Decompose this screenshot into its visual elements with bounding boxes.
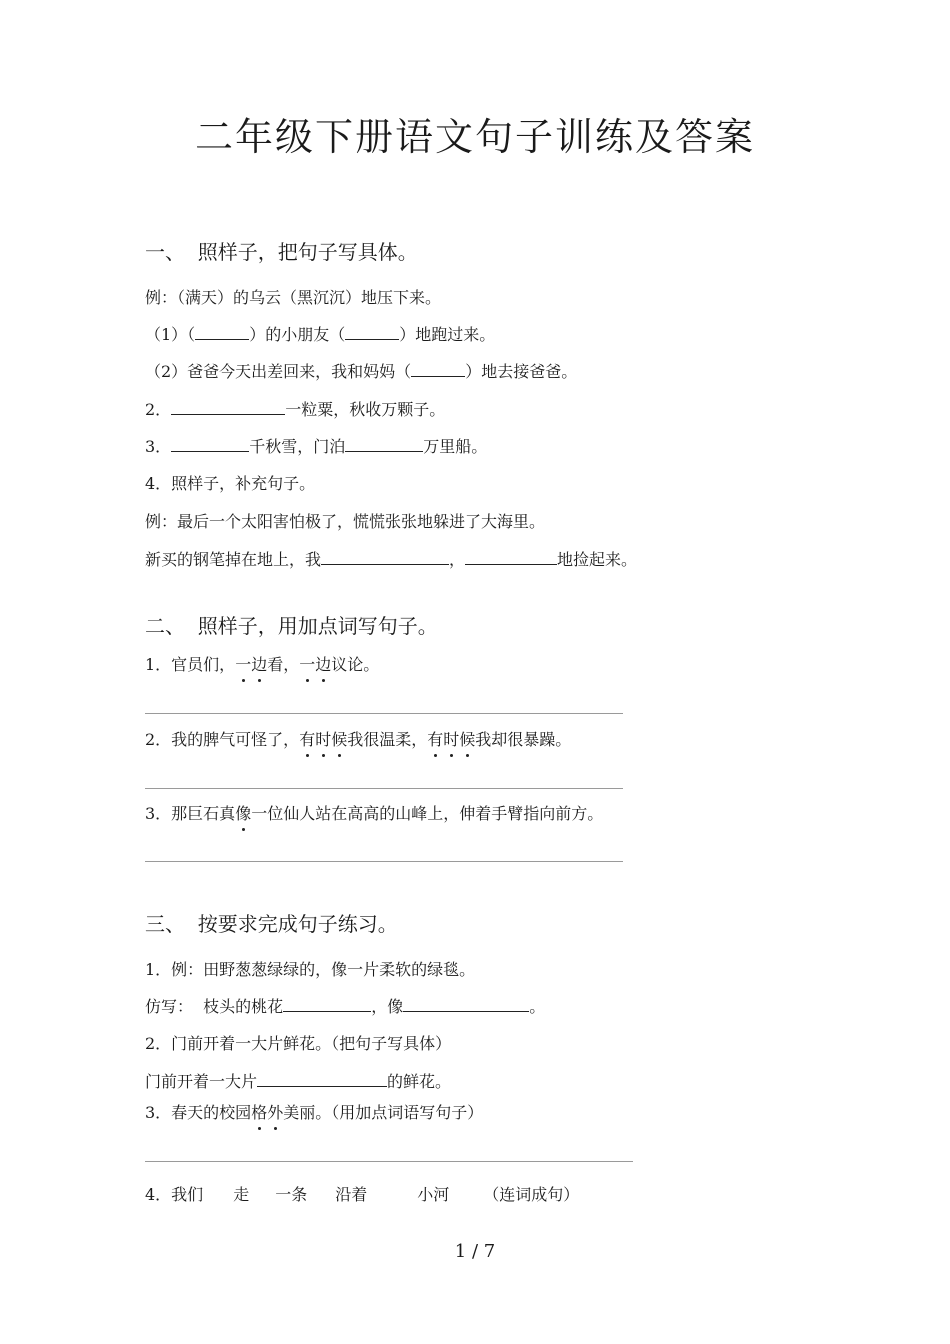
s2-q2: 2．我的脾气可怪了，有时候我很温柔，有时候我却很暴躁。 <box>145 730 572 749</box>
s1-q3: 3． 千秋雪，门泊 万里船。 <box>145 437 488 456</box>
s3-q3: 3．春天的校园格外美丽。（用加点词语写句子） <box>145 1103 484 1122</box>
s1-q4-sentence: 新买的钢笔掉在地上，我 ， 地捡起来。 <box>145 550 638 569</box>
s3-q2-fill: 门前开着一大片 的鲜花。 <box>145 1072 452 1091</box>
section-2-heading: 二、 照样子，用加点词写句子。 <box>145 614 438 638</box>
s2-q1: 1．官员们，一边看，一边议论。 <box>145 655 380 674</box>
answer-blank[interactable] <box>283 996 371 1012</box>
section-1-heading: 一、 照样子，把句子写具体。 <box>145 240 418 264</box>
answer-blank[interactable] <box>345 324 399 340</box>
answer-line[interactable] <box>145 788 623 789</box>
answer-blank[interactable] <box>171 399 285 415</box>
s3-q2: 2．门前开着一大片鲜花。（把句子写具体） <box>145 1034 452 1053</box>
s1-q4-example: 例：最后一个太阳害怕极了，慌慌张张地躲进了大海里。 <box>145 512 546 531</box>
answer-blank[interactable] <box>171 436 249 452</box>
s1-q1b: （2）爸爸今天出差回来，我和妈妈（ ）地去接爸爸。 <box>145 362 578 381</box>
answer-line[interactable] <box>145 713 623 714</box>
s3-q1-imitation: 仿写： 枝头的桃花 ，像 。 <box>145 997 546 1016</box>
s1-q4: 4．照样子，补充句子。 <box>145 474 316 493</box>
page-number: 1 / 7 <box>454 1241 496 1262</box>
answer-blank[interactable] <box>345 436 423 452</box>
answer-blank[interactable] <box>465 549 557 565</box>
answer-blank[interactable] <box>321 549 449 565</box>
answer-blank[interactable] <box>195 324 249 340</box>
answer-line[interactable] <box>145 1161 633 1162</box>
section-3-heading: 三、 按要求完成句子练习。 <box>145 912 398 936</box>
page-title: 二年级下册语文句子训练及答案 <box>194 115 755 159</box>
answer-blank[interactable] <box>257 1071 387 1087</box>
s3-q1: 1．例：田野葱葱绿绿的，像一片柔软的绿毯。 <box>145 960 476 979</box>
answer-blank[interactable] <box>411 361 465 377</box>
s1-example: 例：（满天）的乌云（黑沉沉）地压下来。 <box>145 288 442 307</box>
answer-blank[interactable] <box>403 996 529 1012</box>
s3-q4: 4．我们 走 一条 沿着 小河 （连词成句） <box>145 1185 580 1204</box>
s1-q1a: （1）（ ）的小朋友（ ）地跑过来。 <box>145 325 496 344</box>
s1-q2: 2． 一粒粟，秋收万颗子。 <box>145 400 446 419</box>
answer-line[interactable] <box>145 861 623 862</box>
s2-q3: 3．那巨石真像一位仙人站在高高的山峰上，伸着手臂指向前方。 <box>145 804 604 823</box>
